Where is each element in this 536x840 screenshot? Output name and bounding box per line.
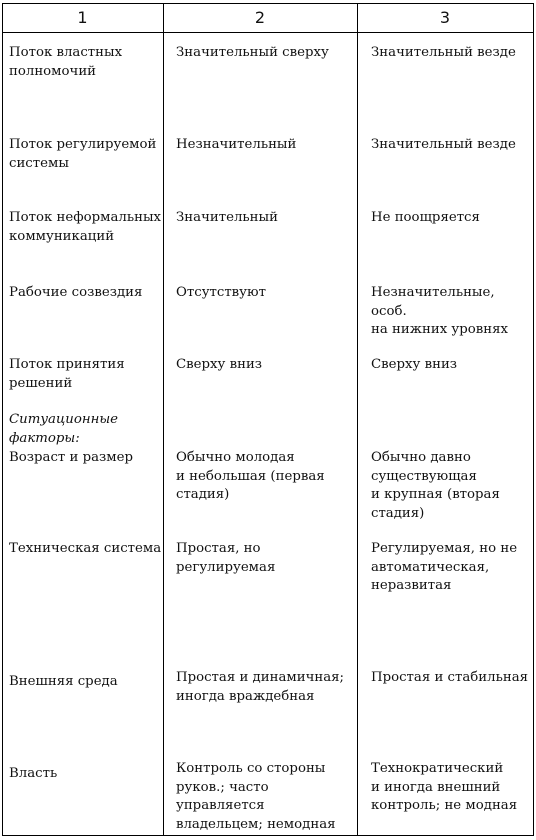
row-4-col2: Отсутствуют [176,285,266,300]
header-divider [2,32,534,33]
row-1-col2: Значительный сверху [176,45,329,60]
row-1-col3: Значительный везде [371,45,516,60]
row-5-factor: Поток принятия решений [9,357,125,391]
row-6-col3: Обычно давно существующая и крупная (вторая стадия) [371,450,500,521]
row-9-col2: Контроль со стороны руков.; часто управляется владельцем; немодная [176,761,336,832]
row-7-col3: Регулируемая, но не автоматическая, неразвитая [371,541,518,593]
row-5-col2: Сверху вниз [176,357,263,372]
row-4-col3: Незначительные, особ. на нижних уровнях [371,285,509,337]
row-5-col3: Сверху вниз [371,357,458,372]
header-column-2: 2 [254,8,266,27]
header-column-3: 3 [439,8,451,27]
row-9-col3: Технократический и иногда внешний контроль; не модная [371,761,518,813]
row-2-col2: Незначительный [176,137,297,152]
header-column-1: 1 [77,8,88,27]
row-3-col3: Не поощряется [371,210,480,225]
row-8-factor: Внешняя среда [9,674,118,689]
table-border-bottom [2,835,534,836]
row-3-col2: Значительный [176,210,278,225]
row-6-col2: Обычно молодая и небольшая (первая стадия) [176,450,325,502]
row-7-col2: Простая, но регулируемая [176,541,276,575]
row-1-factor: Поток властных полномочий [9,45,123,79]
row-2-col3: Значительный везде [371,137,516,152]
row-6-factor: Возраст и размер [9,450,134,465]
row-8-col2: Простая и динамичная; иногда враждебная [176,670,345,704]
row-2-factor: Поток регулируемой системы [9,137,157,171]
situational-factors-heading: Ситуационные факторы: [9,412,119,446]
column-divider-2 [357,3,358,836]
row-9-factor: Власть [9,766,58,781]
row-4-factor: Рабочие созвездия [9,285,143,300]
row-8-col3: Простая и стабильная [371,670,529,685]
row-3-factor: Поток неформальных коммуникаций [9,210,162,244]
table-border-left [2,3,3,836]
table-border-right [533,3,534,836]
row-7-factor: Техническая система [9,541,162,556]
